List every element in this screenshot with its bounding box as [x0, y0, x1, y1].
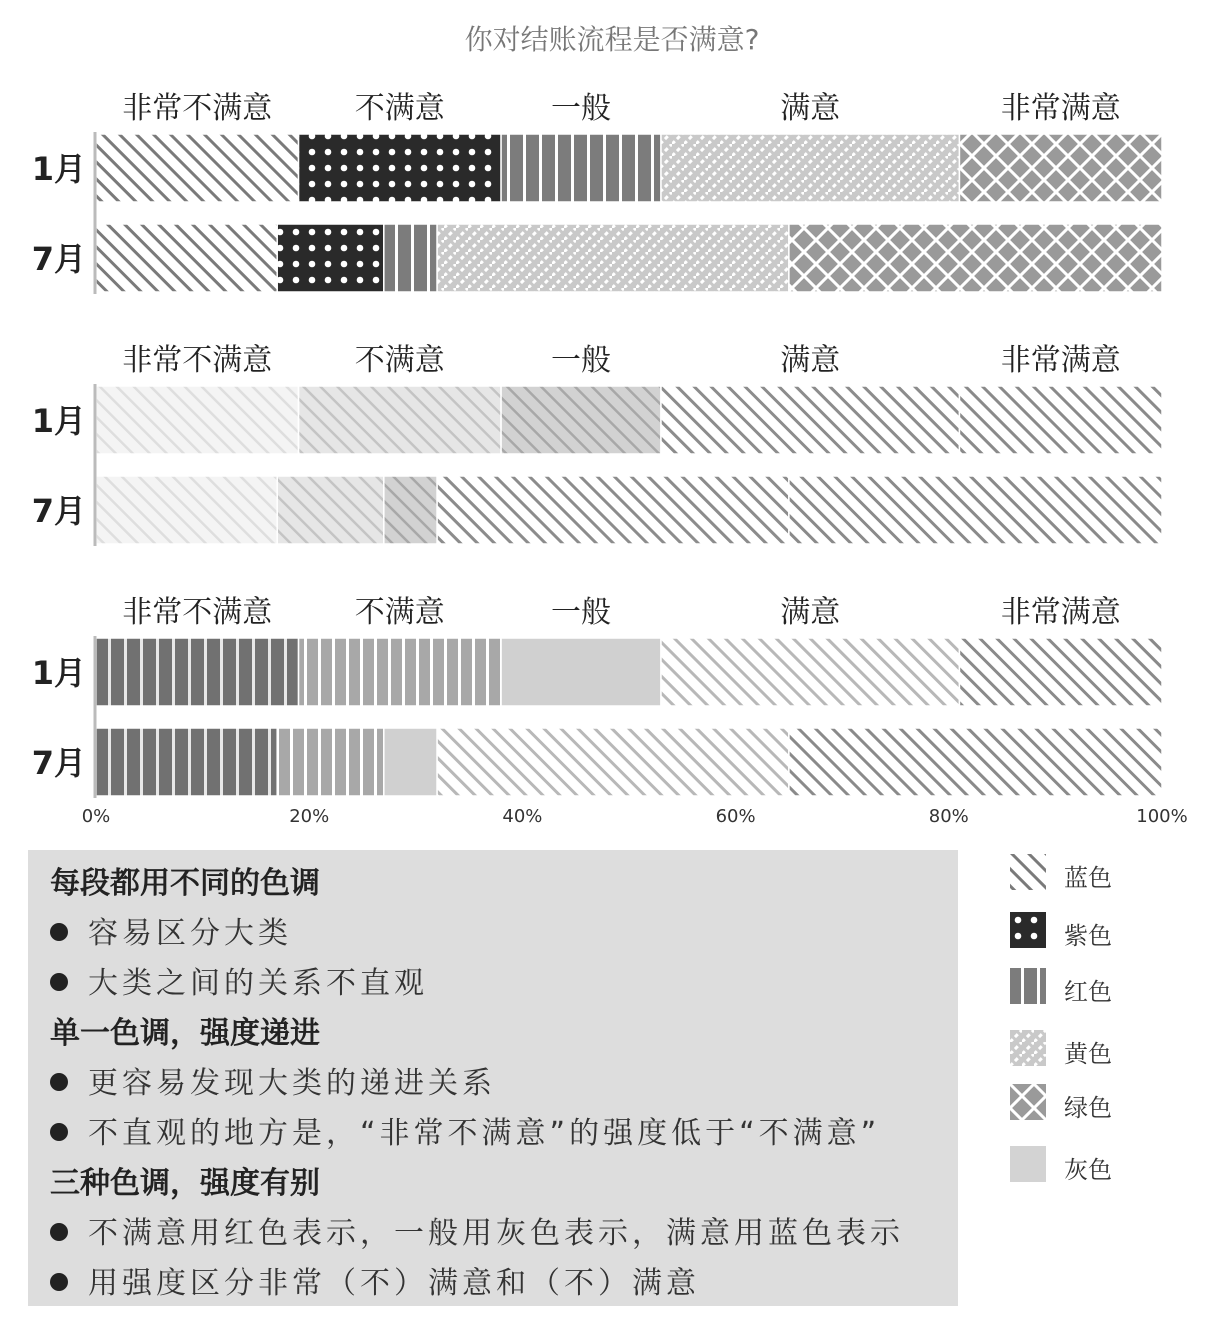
- segment-label: 非常不满意: [122, 91, 273, 126]
- note-item: [50, 1108, 880, 1152]
- category-label: 1月: [31, 402, 86, 440]
- category-label: 1月: [31, 150, 86, 188]
- legend-swatch: [1010, 968, 1046, 1004]
- bar-segment: [384, 224, 437, 292]
- bar-segment: [299, 134, 502, 202]
- legend-swatch: [1010, 1146, 1046, 1182]
- category-label: 1月: [31, 654, 86, 692]
- notes-panel: [28, 850, 958, 1306]
- legend-item: [1010, 1084, 1210, 1120]
- legend-swatch: [1010, 1084, 1046, 1120]
- bullet-icon: [50, 923, 68, 941]
- note-text: 大类之间的关系不直观: [88, 966, 428, 1001]
- note-heading: 三种色调，强度有别: [50, 1166, 320, 1201]
- segment-label: 不满意: [354, 343, 445, 378]
- x-tick-label: 80%: [928, 806, 969, 827]
- bullet-icon: [50, 1073, 68, 1091]
- bar-segment: [277, 224, 384, 292]
- segment-label: 非常满意: [1000, 343, 1121, 378]
- bar-segment: [299, 638, 502, 706]
- legend-label: 灰色: [1064, 1156, 1112, 1184]
- legend-label: 蓝色: [1064, 864, 1112, 892]
- bar-segment: [96, 638, 299, 706]
- chart-group-3: [32, 595, 1162, 798]
- segment-label: 不满意: [354, 91, 445, 126]
- bar-segment: [96, 476, 277, 544]
- note-item: [50, 908, 292, 952]
- segment-label: 非常不满意: [122, 595, 273, 630]
- x-tick-label: 100%: [1136, 806, 1188, 827]
- bar-segment: [437, 728, 789, 796]
- note-heading: 单一色调，强度递进: [50, 1016, 320, 1051]
- bar-segment: [96, 728, 277, 796]
- bar-segment: [96, 386, 299, 454]
- segment-label: 一般: [551, 343, 612, 378]
- category-label: 7月: [31, 240, 86, 278]
- legend: [1010, 850, 1210, 1190]
- legend-item: [1010, 1030, 1210, 1066]
- bar-segment: [959, 134, 1162, 202]
- bar-segment: [299, 386, 502, 454]
- bullet-icon: [50, 1273, 68, 1291]
- bar-segment: [501, 134, 661, 202]
- category-label: 7月: [31, 744, 86, 782]
- x-tick-label: 0%: [81, 806, 111, 827]
- segment-label: 满意: [780, 91, 841, 126]
- legend-item: [1010, 1146, 1210, 1182]
- segment-label: 一般: [551, 595, 612, 630]
- bar-segment: [661, 134, 959, 202]
- bar-segment: [437, 224, 789, 292]
- x-tick-label: 60%: [715, 806, 756, 827]
- bar-segment: [96, 134, 299, 202]
- bullet-icon: [50, 973, 68, 991]
- category-label: 7月: [31, 492, 86, 530]
- note-text: 不满意用红色表示，一般用灰色表示，满意用蓝色表示: [88, 1216, 904, 1251]
- legend-item: [1010, 854, 1210, 890]
- x-tick-label: 40%: [502, 806, 543, 827]
- legend-label: 红色: [1064, 978, 1112, 1006]
- segment-label: 一般: [551, 91, 612, 126]
- legend-label: 绿色: [1064, 1094, 1112, 1122]
- legend-swatch: [1010, 854, 1046, 890]
- bar-segment: [277, 476, 384, 544]
- chart-group-1: [32, 91, 1162, 294]
- bar-segment: [661, 638, 959, 706]
- legend-label: 黄色: [1064, 1040, 1112, 1068]
- legend-swatch: [1010, 1030, 1046, 1066]
- chart-title: 你对结账流程是否满意?: [464, 23, 760, 56]
- segment-label: 非常不满意: [122, 343, 273, 378]
- note-item: [50, 958, 428, 1002]
- chart-group-2: [32, 343, 1162, 546]
- note-text: 容易区分大类: [88, 916, 292, 951]
- note-item: [50, 1058, 496, 1102]
- bar-segment: [789, 476, 1162, 544]
- x-tick-label: 20%: [289, 806, 330, 827]
- bar-segment: [437, 476, 789, 544]
- segment-label: 满意: [780, 595, 841, 630]
- segment-label: 非常满意: [1000, 91, 1121, 126]
- bar-segment: [96, 224, 277, 292]
- segment-label: 不满意: [354, 595, 445, 630]
- note-item: [50, 1258, 700, 1302]
- legend-label: 紫色: [1064, 922, 1112, 950]
- bar-segment: [661, 386, 959, 454]
- segment-label: 非常满意: [1000, 595, 1121, 630]
- note-text: 用强度区分非常（不）满意和（不）满意: [88, 1266, 700, 1301]
- segment-label: 满意: [780, 343, 841, 378]
- bar-segment: [789, 224, 1162, 292]
- legend-swatch: [1010, 912, 1046, 948]
- bar-segment: [959, 386, 1162, 454]
- note-text: 更容易发现大类的递进关系: [88, 1066, 496, 1101]
- bar-segment: [277, 728, 384, 796]
- bar-segment: [384, 476, 437, 544]
- note-item: [50, 1208, 904, 1252]
- note-heading: 每段都用不同的色调: [50, 866, 320, 901]
- bar-segment: [384, 728, 437, 796]
- bar-segment: [501, 386, 661, 454]
- legend-item: [1010, 968, 1210, 1004]
- bar-segment: [959, 638, 1162, 706]
- bar-segment: [501, 638, 661, 706]
- bar-segment: [789, 728, 1162, 796]
- bullet-icon: [50, 1223, 68, 1241]
- note-text: 不直观的地方是，“非常不满意”的强度低于“不满意”: [88, 1116, 881, 1151]
- legend-item: [1010, 912, 1210, 948]
- bullet-icon: [50, 1123, 68, 1141]
